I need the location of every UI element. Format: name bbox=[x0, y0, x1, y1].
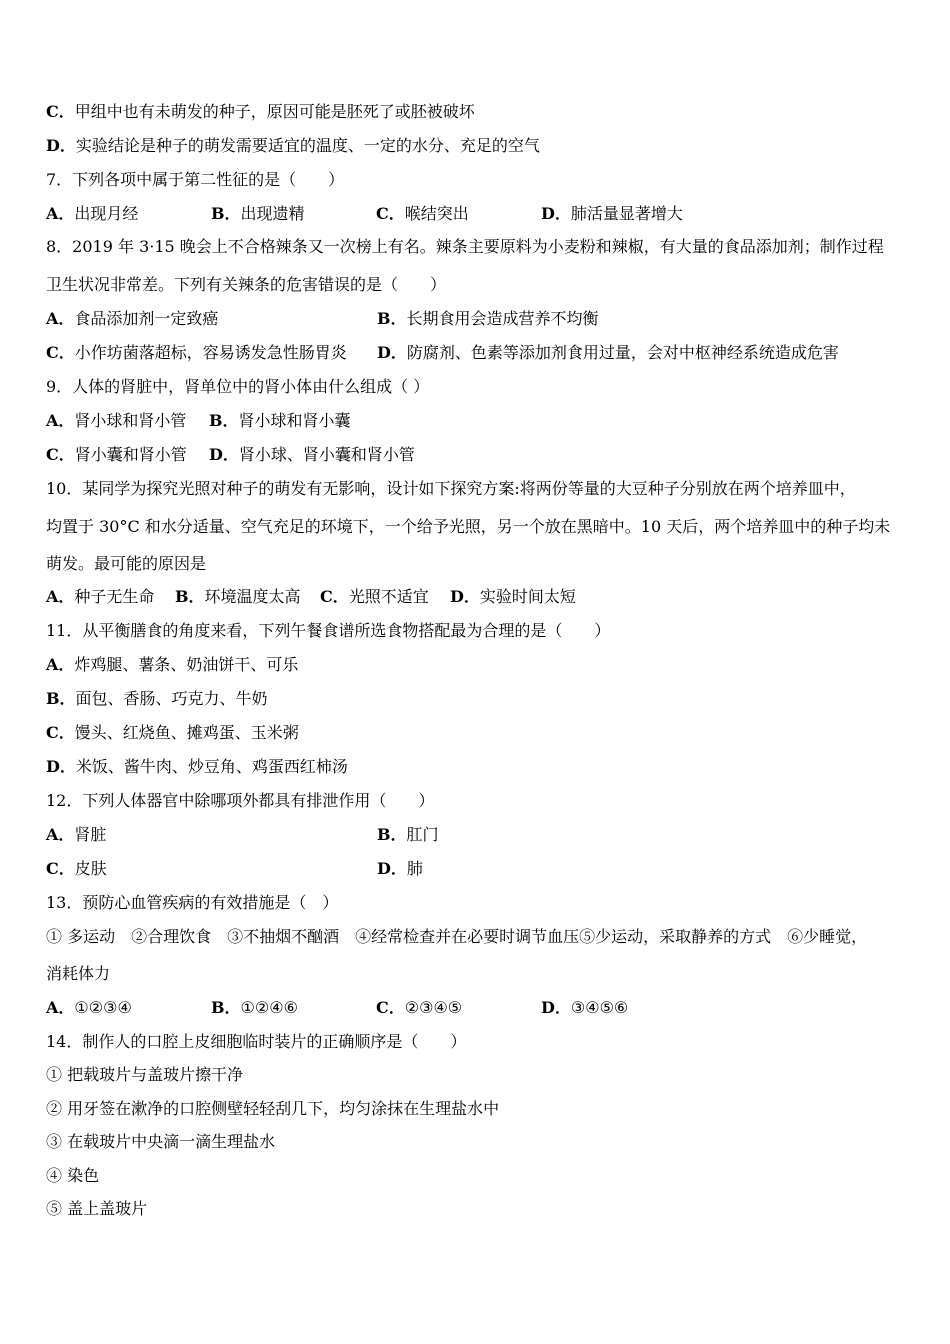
q10-option-a: A．种子无生命 bbox=[46, 587, 155, 606]
q9-option-b: B．肾小球和肾小囊 bbox=[209, 411, 351, 430]
q13-option-d: D．③④⑤⑥ bbox=[541, 998, 629, 1017]
q11-option-c: C．馒头、红烧鱼、摊鸡蛋、玉米粥 bbox=[46, 723, 299, 742]
q11-option-d: D．米饭、酱牛肉、炒豆角、鸡蛋西红柿汤 bbox=[46, 757, 348, 776]
q14-step-5: ⑤ 盖上盖玻片 bbox=[46, 1199, 148, 1218]
q11-option-b: B．面包、香肠、巧克力、牛奶 bbox=[46, 689, 268, 708]
q13-option-a: A．①②③④ bbox=[46, 998, 132, 1017]
q6-option-c: C．甲组中也有未萌发的种子，原因可能是胚死了或胚被破坏 bbox=[46, 102, 475, 121]
q14-stem: 14．制作人的口腔上皮细胞临时装片的正确顺序是（ ） bbox=[46, 1032, 467, 1051]
q10-options bbox=[46, 586, 576, 608]
q9-option-c: C．肾小囊和肾小管 bbox=[46, 445, 187, 464]
q7-option-b: B．出现遗精 bbox=[211, 204, 305, 223]
q7-option-a: A．出现月经 bbox=[46, 204, 139, 223]
q13-measures-line2: 消耗体力 bbox=[46, 964, 111, 983]
q10-option-c: C．光照不适宜 bbox=[320, 587, 429, 606]
q8-options-row2 bbox=[46, 342, 839, 364]
q14-step-2: ② 用牙签在漱净的口腔侧壁轻轻刮几下，均匀涂抹在生理盐水中 bbox=[46, 1099, 500, 1118]
q11-option-a: A．炸鸡腿、薯条、奶油饼干、可乐 bbox=[46, 655, 299, 674]
q14-step-1: ① 把载玻片与盖玻片擦干净 bbox=[46, 1065, 244, 1084]
q12-options-row2 bbox=[46, 858, 423, 880]
q12-option-d: D．肺 bbox=[377, 859, 423, 878]
q13-option-b: B．①②④⑥ bbox=[211, 998, 298, 1017]
q11-stem: 11．从平衡膳食的角度来看，下列午餐食谱所选食物搭配最为合理的是（ ） bbox=[46, 621, 611, 640]
q13-option-c: C．②③④⑤ bbox=[376, 998, 463, 1017]
q10-stem-line2: 均置于 30°C 和水分适量、空气充足的环境下，一个给予光照，另一个放在黑暗中。10 天后，两个培养皿中的种子均未 bbox=[46, 517, 891, 536]
q12-option-c: C．皮肤 bbox=[46, 859, 107, 878]
q12-options-row1 bbox=[46, 824, 439, 846]
q9-option-d: D．肾小球、肾小囊和肾小管 bbox=[209, 445, 415, 464]
q14-step-4: ④ 染色 bbox=[46, 1166, 100, 1185]
q8-stem-line2: 卫生状况非常差。下列有关辣条的危害错误的是（ ） bbox=[46, 275, 447, 294]
q10-stem-line1: 10．某同学为探究光照对种子的萌发有无影响，设计如下探究方案:将两份等量的大豆种子分别放在两个培养皿中， bbox=[46, 479, 856, 498]
q14-step-3: ③ 在载玻片中央滴一滴生理盐水 bbox=[46, 1132, 276, 1151]
q13-measures-line1: ① 多运动 ②合理饮食 ③不抽烟不酗酒 ④经常检查并在必要时调节血压⑤少运动，采取静养的方式 ⑥少睡觉， bbox=[46, 927, 868, 946]
q9-option-a: A．肾小球和肾小管 bbox=[46, 411, 187, 430]
q10-stem-line3: 萌发。最可能的原因是 bbox=[46, 554, 207, 573]
q9-options-row2 bbox=[46, 444, 415, 466]
q12-option-a: A．肾脏 bbox=[46, 825, 107, 844]
q8-option-d: D．防腐剂、色素等添加剂食用过量，会对中枢神经系统造成危害 bbox=[377, 343, 839, 362]
q12-option-b: B．肛门 bbox=[377, 825, 439, 844]
q10-option-b: B．环境温度太高 bbox=[175, 587, 301, 606]
q7-options bbox=[46, 203, 683, 225]
q6-option-d: D．实验结论是种子的萌发需要适宜的温度、一定的水分、充足的空气 bbox=[46, 136, 540, 155]
q8-option-b: B．长期食用会造成营养不均衡 bbox=[377, 309, 599, 328]
q10-option-d: D．实验时间太短 bbox=[450, 587, 576, 606]
q7-option-d: D．肺活量显著增大 bbox=[541, 204, 683, 223]
q13-stem: 13．预防心血管疾病的有效措施是（ ） bbox=[46, 893, 339, 912]
q9-options-row1 bbox=[46, 410, 351, 432]
q12-stem: 12．下列人体器官中除哪项外都具有排泄作用（ ） bbox=[46, 791, 435, 810]
q7-stem: 7．下列各项中属于第二性征的是（ ） bbox=[46, 170, 345, 189]
q8-options-row1 bbox=[46, 308, 599, 330]
q13-options bbox=[46, 997, 628, 1019]
q9-stem: 9．人体的肾脏中，肾单位中的肾小体由什么组成（ ） bbox=[46, 377, 430, 396]
q8-option-c: C．小作坊菌落超标，容易诱发急性肠胃炎 bbox=[46, 343, 347, 362]
q8-option-a: A．食品添加剂一定致癌 bbox=[46, 309, 219, 328]
q8-stem-line1: 8．2019 年 3·15 晚会上不合格辣条又一次榜上有名。辣条主要原料为小麦粉和辣椒，有大量的食品添加剂；制作过程 bbox=[46, 237, 884, 256]
q7-option-c: C．喉结突出 bbox=[376, 204, 469, 223]
